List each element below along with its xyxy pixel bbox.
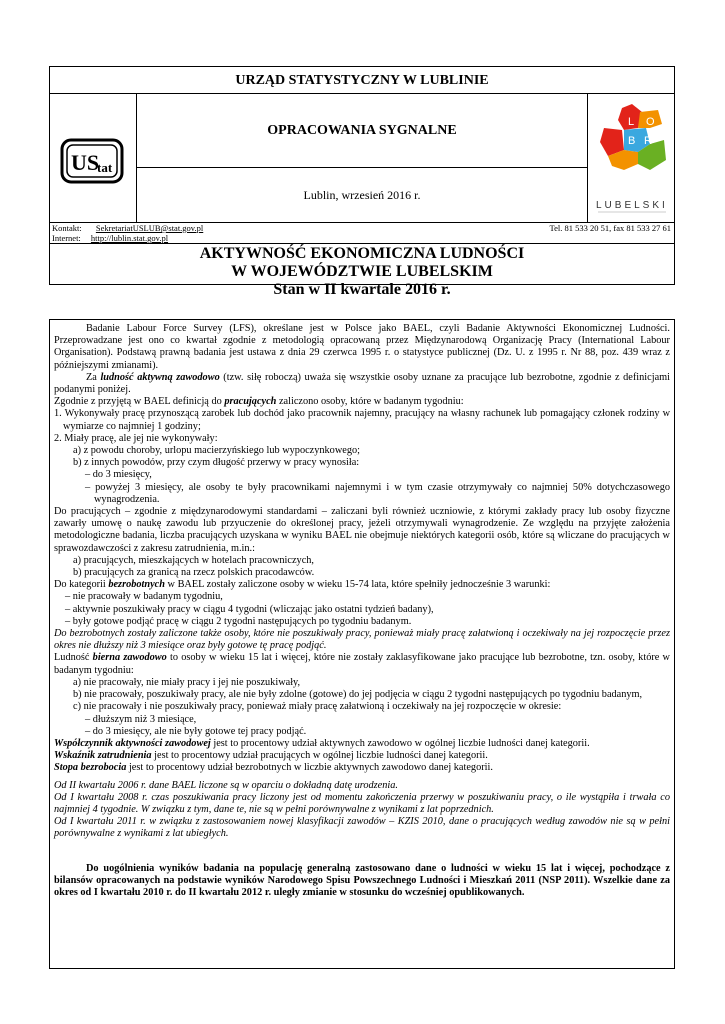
logo-letter-r: R (644, 135, 652, 147)
list-item: – dłuższym niż 3 miesiące, (85, 713, 197, 725)
list-item: – powyżej 3 miesięcy, ale osoby te były pracownikami najemnymi i w tym czasie otrzymywały co najmniej 50% dotychczasowego wynagrodzenia. (85, 481, 670, 505)
ustat-logo (60, 138, 126, 186)
contact-email-line (52, 223, 203, 233)
text: Zgodnie z przyjętą w BAEL definicją do (54, 396, 225, 408)
title-line-1: AKTYWNOŚĆ EKONOMICZNA LUDNOŚCI (199, 245, 525, 262)
ustat-logo-sub: tat (97, 160, 113, 175)
logo-letter-l: L (628, 116, 635, 128)
text: jest to procentowy udział pracujących w ogólnej liczbie ludności danej kategorii. (151, 750, 488, 762)
logo-word: LUBELSKI (596, 200, 668, 211)
internet-line (52, 233, 168, 243)
text: w BAEL zostały zaliczone osoby w wieku 15-74 lata, które spełniły jednocześnie 3 warunki: (164, 579, 551, 591)
office-name: URZĄD STATYSTYCZNY W LUBLINIE (50, 67, 674, 94)
phone-fax: Tel. 81 533 20 51, fax 81 533 27 61 (549, 223, 671, 233)
text: (tzw. siłę roboczą) uważa się wszystkie osoby uznane za pracujące lub bezrobotne, zgodnie z definicjami podanymi poniżej. (54, 371, 671, 396)
paragraph-unemployed-definition (54, 579, 670, 591)
term-unemployed: bezrobotnych (108, 579, 165, 591)
note-2011: Od I kwartału 2011 r. w związku z zastosowaniem nowej klasyfikacji zawodów – KZIS 2010, dane o pracujących według zawodów nie są w pełni porównywalne z wynikami z lat ubiegłych. (54, 816, 670, 840)
logo-letter-b: B (628, 135, 636, 147)
list-item: – do 3 miesięcy, ale nie były gotowe tej pracy podjąć. (85, 725, 307, 737)
report-title (50, 245, 674, 299)
definition-activity-rate (54, 738, 670, 750)
website-link[interactable]: http://lublin.stat.gov.pl (90, 233, 169, 243)
paragraph-apprentices: Do pracujących – zgodnie z międzynarodowymi standardami – zaliczani byli również uczniowie, z którymi zakłady pracy lub osoby fizyczne zawarły umowę o naukę zawodu lub przyuczenie do określonej pracy, jeżeli otrzymywali wynagrodzenie. Ze względu na przyjęte założenia metodologiczne badania, liczba pracujących uzyskana w wyniku BAEL nie obejmuje niektórych kategorii osób, które są wliczane do pracujących w sprawozdawczości z zakresu zatrudnienia, m.in.: (54, 506, 670, 554)
list-item: b) nie pracowały, poszukiwały pracy, ale nie były zdolne (gotowe) do jej podjęcia w ciągu 2 tygodni następujących po tygodniu badanym, (73, 689, 643, 701)
paragraph-employed-definition (54, 396, 670, 408)
list-item: b) pracujących za granicą na rzecz polskich pracodawców. (73, 567, 315, 579)
text: zaliczono osoby, które w badanym tygodniu: (276, 396, 464, 408)
lubelski-logo (594, 98, 670, 216)
text: Za (86, 371, 101, 383)
text: Ludność (54, 652, 93, 664)
paragraph-unemployed-note: Do bezrobotnych zostały zaliczone także osoby, które nie poszukiwały pracy, ponieważ miały pracę załatwioną i oczekiwały na jej rozpoczęcie przez okres nie dłuższy niż 3 miesiące oraz były gotowe tę pracę podjąć. (54, 628, 670, 652)
internet-label: Internet: (52, 233, 81, 243)
note-2008: Od I kwartału 2008 r. czas poszukiwania pracy liczony jest od momentu zakończenia przerwy w poszukiwaniu pracy, o ile wystąpiła i trwała co najmniej 4 tygodnie. W związku z tym, dane te, nie są w pełni porównywalne z wynikami z lat poprzednich. (54, 791, 670, 815)
contact-row (50, 222, 674, 244)
term-activity-rate: Współczynnik aktywności zawodowej (54, 737, 211, 749)
term-employment-rate: Wskaźnik zatrudnienia (54, 750, 152, 762)
text: jest to procentowy udział aktywnych zawodowo w ogólnej liczbie ludności danej kategorii. (210, 737, 590, 749)
paragraph-active-definition (54, 372, 670, 396)
list-item: a) pracujących, mieszkających w hotelach pracowniczych, (73, 554, 314, 566)
text: jest to procentowy udział bezrobotnych w liczbie aktywnych zawodowo danej kategorii. (126, 762, 493, 774)
list-item: c) nie pracowały i nie poszukiwały pracy, ponieważ miały pracę załatwioną i oczekiwały na jej rozpoczęcie w okresie: (73, 701, 562, 713)
title-line-3: Stan w II kwartale 2016 r. (273, 281, 451, 298)
list-item: a) z powodu choroby, urlopu macierzyńskiego lub wypoczynkowego; (73, 445, 360, 457)
note-2006: Od II kwartału 2006 r. dane BAEL liczone są w oparciu o dokładną datę urodzenia. (54, 779, 398, 791)
email-link[interactable]: SekretariatUSLUB@stat.gov.pl (95, 223, 204, 233)
title-line-2: W WOJEWÓDZTWIE LUBELSKIM (231, 263, 493, 280)
header-box (49, 66, 675, 298)
methodology-box (49, 319, 675, 969)
list-item: – aktywnie poszukiwały pracy w ciągu 4 tygodni (wliczając jako ostatni tydzień badany), (65, 603, 434, 615)
term-active: ludność aktywną zawodowo (100, 371, 220, 383)
text: Do kategorii (54, 579, 109, 591)
text: to osoby w wieku 15 lat i więcej, które nie zostały zaklasyfikowane jako pracujące lub bezrobotne, tzn. osoby, które w badanym tygodniu: (54, 652, 670, 676)
term-employed: pracujących (224, 396, 277, 408)
ustat-logo-cell (50, 94, 137, 222)
term-inactive: bierna zawodowo (92, 652, 167, 664)
list-item: – były gotowe podjąć pracę w ciągu 2 tygodni następujących po tygodniu badanym. (65, 615, 412, 627)
paragraph-lfs-intro: Badanie Labour Force Survey (LFS), określane jest w Polsce jako BAEL, czyli Badanie Aktywności Ekonomicznej Ludności. Przeprowadzane jest ono co kwartał zgodnie z metodologią opracowaną przez Międzynarodową Organizację Pracy (International Labour Organisation). Podstawą prawną badania jest ustawa z dnia 29 czerwca 1995 r. o statystyce publicznej (Dz. U. z 1995 r. Nr 88, poz. 439 wraz z późniejszymi zmianami). (54, 323, 670, 371)
list-item: b) z innych powodów, przy czym długość przerwy w pracy wynosiła: (73, 457, 360, 469)
contact-label: Kontakt: (52, 223, 82, 233)
publication-date: Lublin, wrzesień 2016 r. (303, 188, 421, 202)
definition-unemployment-rate (54, 762, 670, 774)
list-item: 1. Wykonywały pracę przynoszącą zarobek lub dochód jako pracownik najemny, pracujący na własny rachunek lub pomagający członek rodziny w wymiarze co najmniej 1 godziny; (54, 408, 670, 432)
list-item: – do 3 miesięcy, (85, 469, 152, 481)
list-item: – nie pracowały w badanym tygodniu, (65, 591, 223, 603)
ustat-logo-text: US (71, 150, 100, 175)
list-item: 2. Miały pracę, ale jej nie wykonywały: (54, 432, 218, 444)
header-middle (50, 94, 674, 214)
list-item: a) nie pracowały, nie miały pracy i jej nie poszukiwały, (73, 676, 301, 688)
term-unemployment-rate: Stopa bezrobocia (54, 762, 127, 774)
paragraph-inactive-definition (54, 652, 670, 676)
paragraph-generalization: Do uogólnienia wyników badania na populację generalną zastosowano dane o ludności w wieku 15 lat i więcej, pochodzące z bilansów opracowanych na podstawie wyników Narodowego Spisu Powszechnego Ludności i Mieszkań 2011 (NSP 2011). Wszelkie dane za okres od I kwartału 2010 r. do II kwartału 2012 r. uległy zmianie w stosunku do wcześniej opublikowanych. (54, 862, 670, 898)
series-title: OPRACOWANIA SYGNALNE (137, 94, 587, 168)
definition-employment-rate (54, 750, 670, 762)
logo-letter-o: O (646, 116, 655, 128)
lubelski-logo-cell (587, 94, 674, 222)
